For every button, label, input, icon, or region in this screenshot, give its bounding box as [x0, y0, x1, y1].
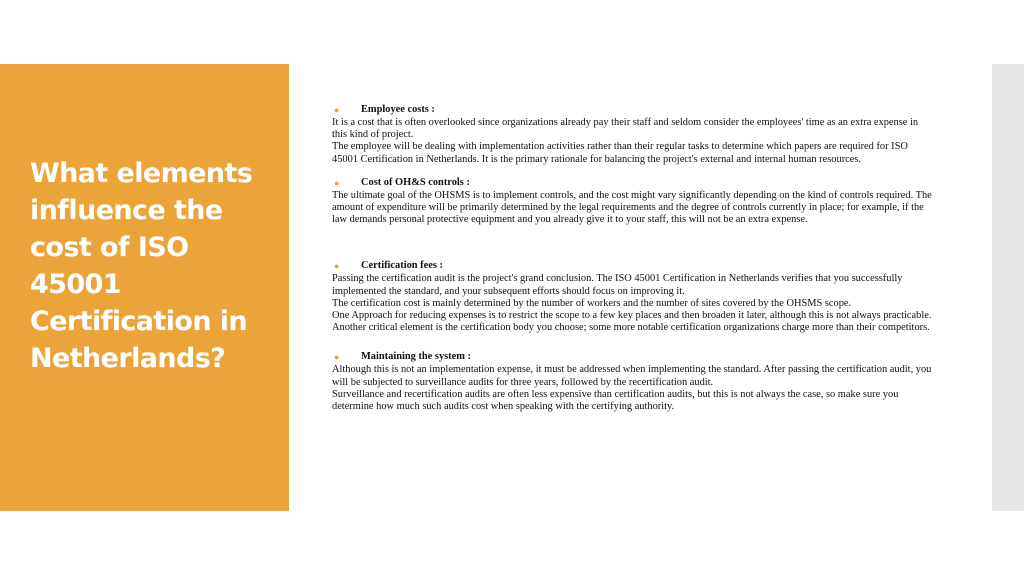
bullet-icon: ●: [334, 105, 340, 115]
slide-title: What elements influence the cost of ISO 45001 Certification in Netherlands?: [30, 158, 253, 374]
section-maintaining-system: [332, 351, 932, 413]
section-heading-label: Maintaining the system :: [361, 351, 471, 363]
bullet-icon: ●: [334, 177, 340, 188]
section-ohs-controls: [332, 177, 932, 227]
paragraph: Although this is not an implementation expense, it must be addressed when implementing the standard. After passing the certification audit, you will be subjected to surveillance audits for three years, followed by the recertification audit.: [332, 364, 932, 388]
paragraph: The certification cost is mainly determined by the number of workers and the number of sites covered by the OHSMS scope.: [332, 297, 852, 309]
section-heading: [332, 104, 932, 117]
bullet-icon: ●: [334, 352, 340, 363]
section-employee-costs: [332, 104, 932, 166]
paragraph: The employee will be dealing with implementation activities rather than their regular tasks to determine which papers are required for ISO 45001 Certification in Netherlands. It is the primary rationale for balancing the project's external and internal human resources.: [332, 141, 908, 165]
section-certification-fees: [332, 260, 932, 334]
paragraph: One Approach for reducing expenses is to restrict the scope to a few key places and then broaden it later, although this is not always practicable. Another critical element is the certification body you choose; some more notable certification organizations charge more than their competitors.: [332, 310, 932, 334]
content-body: [332, 104, 932, 413]
section-heading: [332, 177, 932, 190]
paragraph: The ultimate goal of the OHSMS is to implement controls, and the cost might vary significantly depending on the kind of controls required. The amount of expenditure will be primarily determined by the legal requirements and the degree of controls currently in place; for example, if the law demands personal protective equipment and you already give it to your staff, this will not be an extra expense.: [332, 189, 932, 226]
paragraph: It is a cost that is often overlooked since organizations already pay their staff and seldom consider the employees' time as an extra expense in this kind of project.: [332, 117, 919, 141]
bullet-icon: ●: [334, 261, 340, 272]
section-heading: [332, 351, 932, 364]
section-heading: [332, 260, 932, 273]
side-bar: [992, 64, 1024, 511]
section-heading-label: Cost of OH&S controls :: [361, 176, 470, 188]
section-heading-label: Certification fees :: [361, 260, 443, 272]
paragraph: Passing the certification audit is the project's grand conclusion. The ISO 45001 Certification in Netherlands verifies that you successfully implemented the standard, and your subsequent efforts should focus on improving it.: [332, 273, 903, 297]
section-heading-label: Employee costs :: [361, 104, 435, 115]
paragraph: Surveillance and recertification audits are often less expensive than certification audits, but this is not always the case, so make sure you determine how much such audits cost when speaking with the certifying authority.: [332, 388, 899, 413]
